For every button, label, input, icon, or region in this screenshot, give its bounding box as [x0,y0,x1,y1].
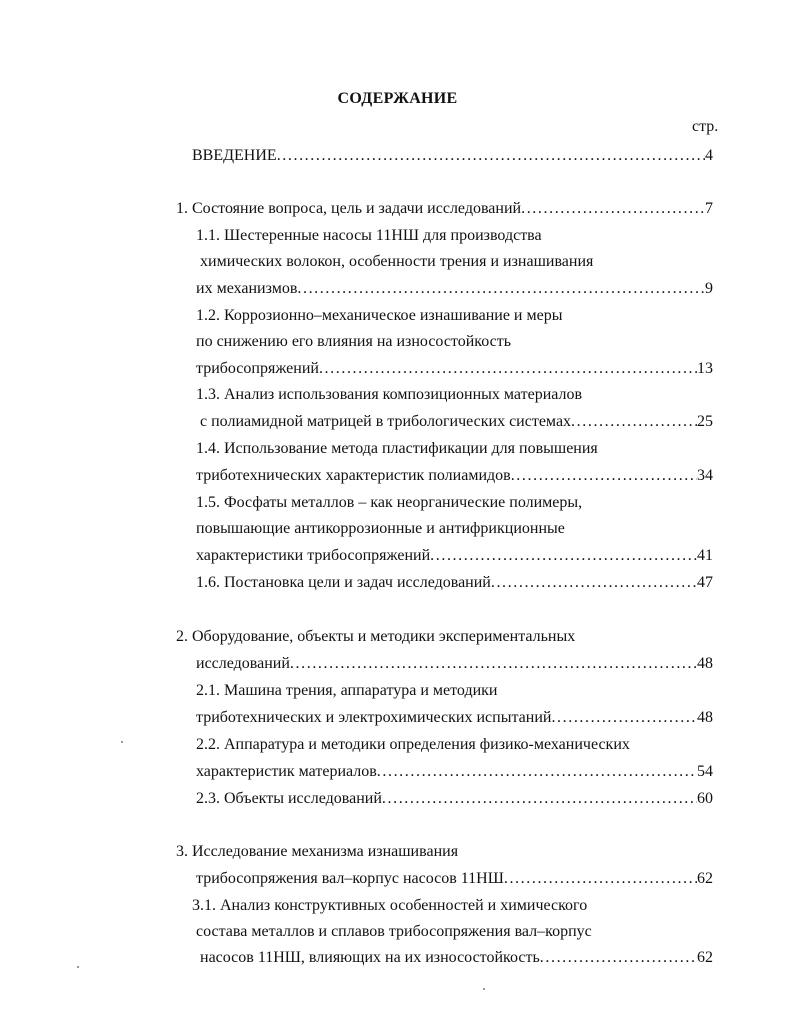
toc-page-number: 48 [697,655,713,672]
toc-page-number: 47 [697,574,713,591]
toc-entry-text: исследований [196,655,290,672]
leader-dots [319,359,697,379]
leader-dots [290,654,697,674]
toc-entry-line: 1.1. Шестеренные насосы 11НШ для производства [196,227,542,244]
toc-page-number: 34 [697,467,713,484]
toc-entry-text: 2.3. Объекты исследований [196,790,382,807]
toc-entry-line: 1.5. Фосфаты металлов – как неорганические полимеры, [196,494,583,511]
scan-speck [77,966,79,968]
toc-entry-text: трибосопряжений [196,360,319,377]
toc-page-number: 62 [697,949,713,966]
toc-entry-2-1 [196,708,713,728]
toc-entry-text: их механизмов [196,280,298,297]
leader-dots [504,869,697,889]
toc-page-number: 60 [697,790,713,807]
toc-entry-line: 2.1. Машина трения, аппаратура и методики [196,682,498,699]
toc-entry-3-1 [200,948,713,968]
toc-entry-1-6 [196,573,713,593]
toc-entry-text: насосов 11НШ, влияющих на их износостойкость [200,949,540,966]
toc-entry-line: 3. Исследование механизма изнашивания [176,843,459,860]
toc-entry-1-1 [196,279,713,299]
leader-dots [571,412,697,432]
toc-entry-text: ВВЕДЕНИЕ [192,147,277,164]
leader-dots [491,573,697,593]
scan-speck [121,741,123,743]
toc-entry-line: 2.2. Аппаратура и методики определения физико-механических [196,736,630,753]
toc-entry-text: триботехнических и электрохимических испытаний [196,709,552,726]
toc-entry-text: характеристик материалов [196,763,377,780]
leader-dots [511,466,697,486]
toc-entry-line: повышающие антикоррозионные и антифрикционные [196,520,565,537]
page-title: СОДЕРЖАНИЕ [337,90,458,107]
toc-page-number: 54 [697,763,713,780]
toc-entry-line: 3.1. Анализ конструктивных особенностей и химического [192,897,588,914]
toc-page-number: 7 [705,200,713,217]
leader-dots [382,789,697,809]
toc-entry-chapter-3 [196,869,713,889]
leader-dots [377,762,697,782]
toc-entry-text: характеристики трибосопряжений [196,547,431,564]
toc-entry-text: 1. Состояние вопроса, цель и задачи исследований [176,200,522,217]
toc-entry-2-2 [196,762,713,782]
toc-entry-1-5 [196,546,713,566]
toc-entry-text: 1.6. Постановка цели и задач исследований [196,574,491,591]
toc-entry-line: 1.4. Использование метода пластификации для повышения [196,440,598,457]
toc-entry-chapter-2 [196,654,713,674]
toc-entry-line: 1.2. Коррозионно–механическое изнашивание и меры [196,307,563,324]
leader-dots [551,708,697,728]
toc-entry-1-3 [200,412,713,432]
toc-page-number: 41 [697,547,713,564]
toc-entry-line: химических волокон, особенности трения и изнашивания [200,253,594,270]
toc-entry-introduction [192,146,713,166]
toc-page-number: 62 [697,870,713,887]
toc-page-number: 25 [697,413,713,430]
leader-dots [430,546,697,566]
toc-page-number: 13 [697,360,713,377]
toc-entry-1-4 [196,466,713,486]
toc-entry-text: триботехнических характеристик полиамидов [196,467,511,484]
toc-entry-2-3 [196,789,713,809]
toc-page-number: 9 [705,280,713,297]
scan-speck [483,988,485,990]
toc-entry-line: 1.3. Анализ использования композиционных материалов [196,386,583,403]
toc-page-number: 4 [705,147,713,164]
toc-entry-line: состава металлов и сплавов трибосопряжения вал–корпус [196,923,592,940]
page-column-label: стр. [692,118,719,135]
toc-entry-line: по снижению его влияния на износостойкость [196,333,512,350]
leader-dots [540,948,697,968]
toc-page-number: 48 [697,709,713,726]
leader-dots [277,146,705,166]
toc-entry-chapter-1 [176,199,713,219]
leader-dots [297,279,705,299]
toc-entry-line: 2. Оборудование, объекты и методики экспериментальных [176,628,576,645]
toc-entry-text: трибосопряжения вал–корпус насосов 11НШ [196,870,504,887]
toc-entry-text: с полиамидной матрицей в трибологических системах [200,413,572,430]
toc-entry-1-2 [196,359,713,379]
leader-dots [521,199,705,219]
